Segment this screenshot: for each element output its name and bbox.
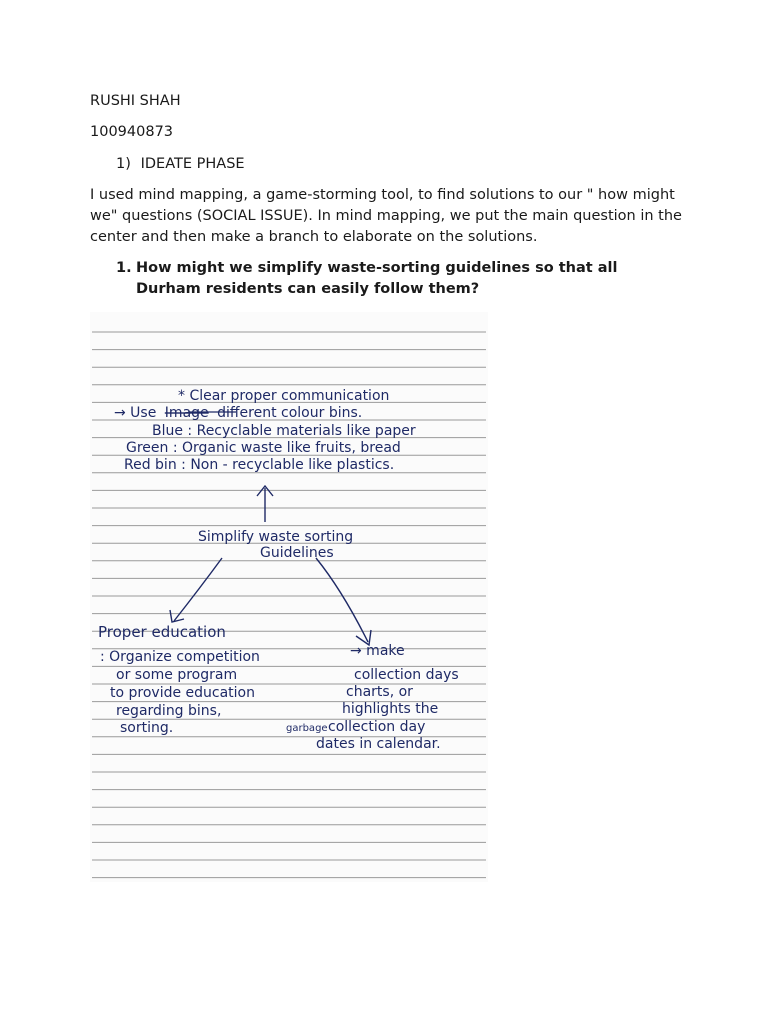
mm-green-line: Green : Organic waste like fruits, bread [126, 440, 401, 456]
mm-crossed-word: Image [164, 405, 209, 421]
phase-title: IDEATE PHASE [140, 156, 245, 172]
mm-right-line-1: collection days [354, 667, 459, 683]
mm-use-prefix: → Use [114, 405, 157, 421]
question-item [116, 258, 676, 300]
mm-garbage-word: garbage [286, 723, 328, 734]
phase-heading [116, 154, 245, 175]
intro-paragraph: I used mind mapping, a game-storming tool, to find solutions to our " how might we" questions (SOCIAL ISSUE). In mind mapping, we put the main question in the center and then make a branch to elaborate on the solutions. [90, 187, 682, 245]
mm-blue-line: Blue : Recyclable materials like paper [152, 423, 416, 439]
author-name: RUSHI SHAH [90, 93, 181, 109]
mm-center-line2: Guidelines [260, 545, 334, 561]
mm-center-line1: Simplify waste sorting [198, 529, 354, 545]
mm-collection-day: collection day [328, 719, 426, 735]
mind-map-image [90, 312, 488, 882]
question-number: 1. [116, 260, 132, 276]
phase-number: 1) [116, 156, 131, 172]
question-text: How might we simplify waste-sorting guidelines so that all Durham residents can easily follow them? [136, 260, 618, 297]
mm-dates-line: dates in calendar. [316, 736, 441, 752]
mm-left-line-1: or some program [116, 667, 238, 683]
mm-left-line-4: sorting. [120, 720, 174, 736]
mm-top-heading: * Clear proper communication [178, 388, 390, 404]
mm-right-line-3: highlights the [342, 701, 439, 717]
student-id: 100940873 [90, 124, 174, 140]
mm-use-suffix: different colour bins. [217, 405, 363, 421]
mm-right-line-0: → make [350, 643, 405, 659]
mm-use-line [114, 405, 362, 421]
mm-red-line: Red bin : Non - recyclable like plastics. [124, 457, 395, 473]
mm-left-heading: Proper education [98, 623, 226, 641]
mm-left-line-2: to provide education [110, 685, 255, 701]
mm-right-line-2: charts, or [346, 684, 413, 700]
notebook-page [90, 312, 488, 882]
mm-left-line-0: : Organize competition [100, 649, 260, 665]
mm-left-line-3: regarding bins, [116, 703, 222, 719]
